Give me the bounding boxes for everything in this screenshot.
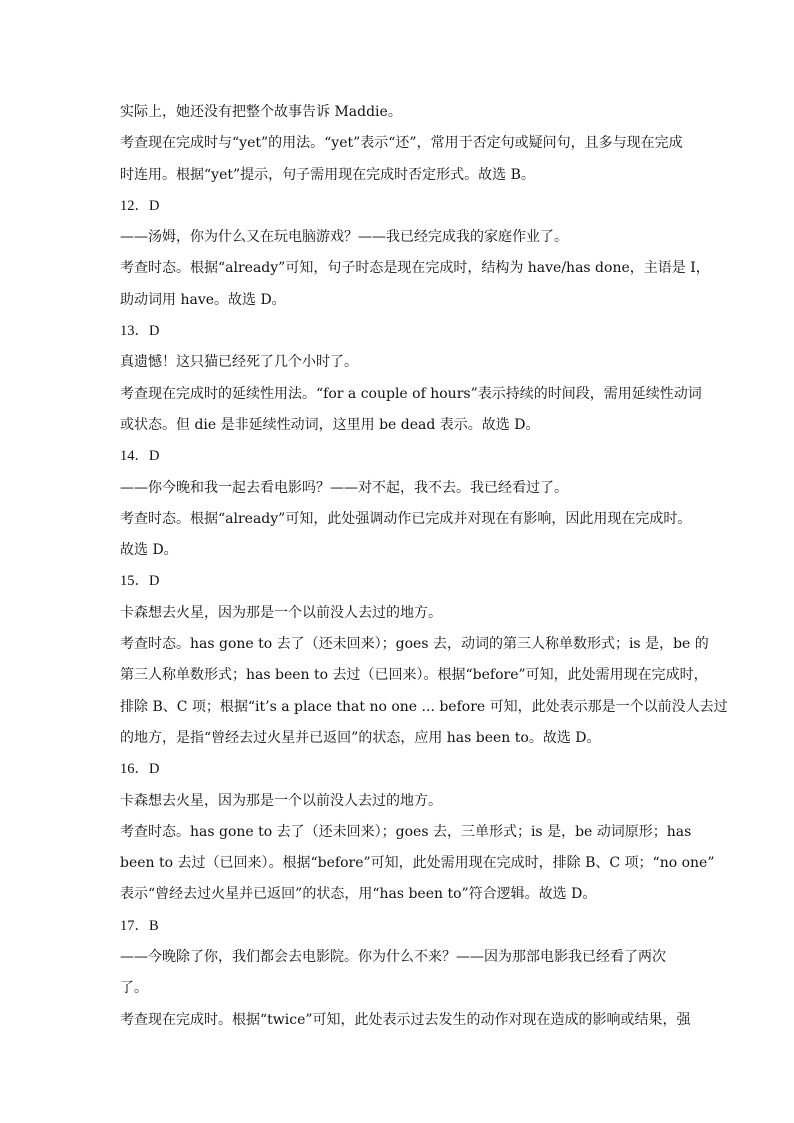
text-line: 或状态。但 die 是非延续性动词，这里用 be dead 表示。故选 D。 [120, 416, 540, 433]
text-line: 考查时态。has gone to 去了（还未回来）；goes 去，动词的第三人称单数形式；is 是，be 的 [120, 636, 709, 653]
text-line: been to 去过（已回来）。根据“before”可知，此处需用现在完成时，排除 B、C 项；“no one” [120, 855, 715, 872]
text-line: 卡森想去火星，因为那是一个以前没人去过的地方。 [120, 604, 442, 621]
text-line: 了。 [120, 980, 148, 997]
text-line: 表示“曾经去过火星并已返回”的状态，用“has been to”符合逻辑。故选 D。 [120, 886, 597, 903]
answer-number: 13．D [120, 323, 160, 340]
answer-number: 16．D [120, 761, 160, 778]
answer-number: 17．B [120, 917, 159, 934]
text-line: 的地方，是指“曾经去过火星并已返回”的状态，应用 has been to。故选 D。 [120, 729, 601, 746]
text-line: 考查时态。has gone to 去了（还未回来）；goes 去，三单形式；is 是，be 动词原形；has [120, 823, 692, 840]
text-line: 考查时态。根据“already”可知，此处强调动作已完成并对现在有影响，因此用现在完成时。 [120, 510, 692, 527]
text-line: 时连用。根据“yet”提示，句子需用现在完成时否定形式。故选 B。 [120, 166, 535, 183]
text-line: 考查时态。根据“already”可知，句子时态是现在完成时，结构为 have/has done，主语是 I， [120, 260, 710, 277]
text-line: 排除 B、C 项；根据“it’s a place that no one ... before 可知，此处表示那是一个以前没人去过 [120, 698, 728, 715]
text-line: 助动词用 have。故选 D。 [120, 291, 286, 308]
text-line: 实际上，她还没有把整个故事告诉 Maddie。 [120, 104, 402, 120]
text-line: 真遗憾！这只猫已经死了几个小时了。 [120, 354, 358, 371]
text-line: 考查现在完成时的延续性用法。“for a couple of hours”表示持续的时间段，需用延续性动词 [120, 385, 702, 402]
answer-number: 15．D [120, 573, 160, 590]
answer-number: 14．D [120, 448, 160, 465]
answer-number: 12．D [120, 197, 160, 214]
text-line: ——今晚除了你，我们都会去电影院。你为什么不来？——因为那部电影我已经看了两次 [120, 949, 666, 966]
text-line: 故选 D。 [120, 542, 178, 559]
text-line: ——你今晚和我一起去看电影吗？——对不起，我不去。我已经看过了。 [120, 479, 568, 496]
text-line: 卡森想去火星，因为那是一个以前没人去过的地方。 [120, 792, 442, 809]
text-line: 考查现在完成时与“yet”的用法。“yet”表示“还”，常用于否定句或疑问句，且多与现在完成 [120, 135, 683, 152]
text-line: 考查现在完成时。根据“twice”可知，此处表示过去发生的动作对现在造成的影响或结果，强 [120, 1011, 691, 1028]
document-body [120, 97, 728, 1036]
text-line: ——汤姆，你为什么又在玩电脑游戏？——我已经完成我的家庭作业了。 [120, 229, 568, 246]
text-line: 第三人称单数形式；has been to 去过（已回来）。根据“before”可知，此处需用现在完成时， [120, 667, 708, 684]
